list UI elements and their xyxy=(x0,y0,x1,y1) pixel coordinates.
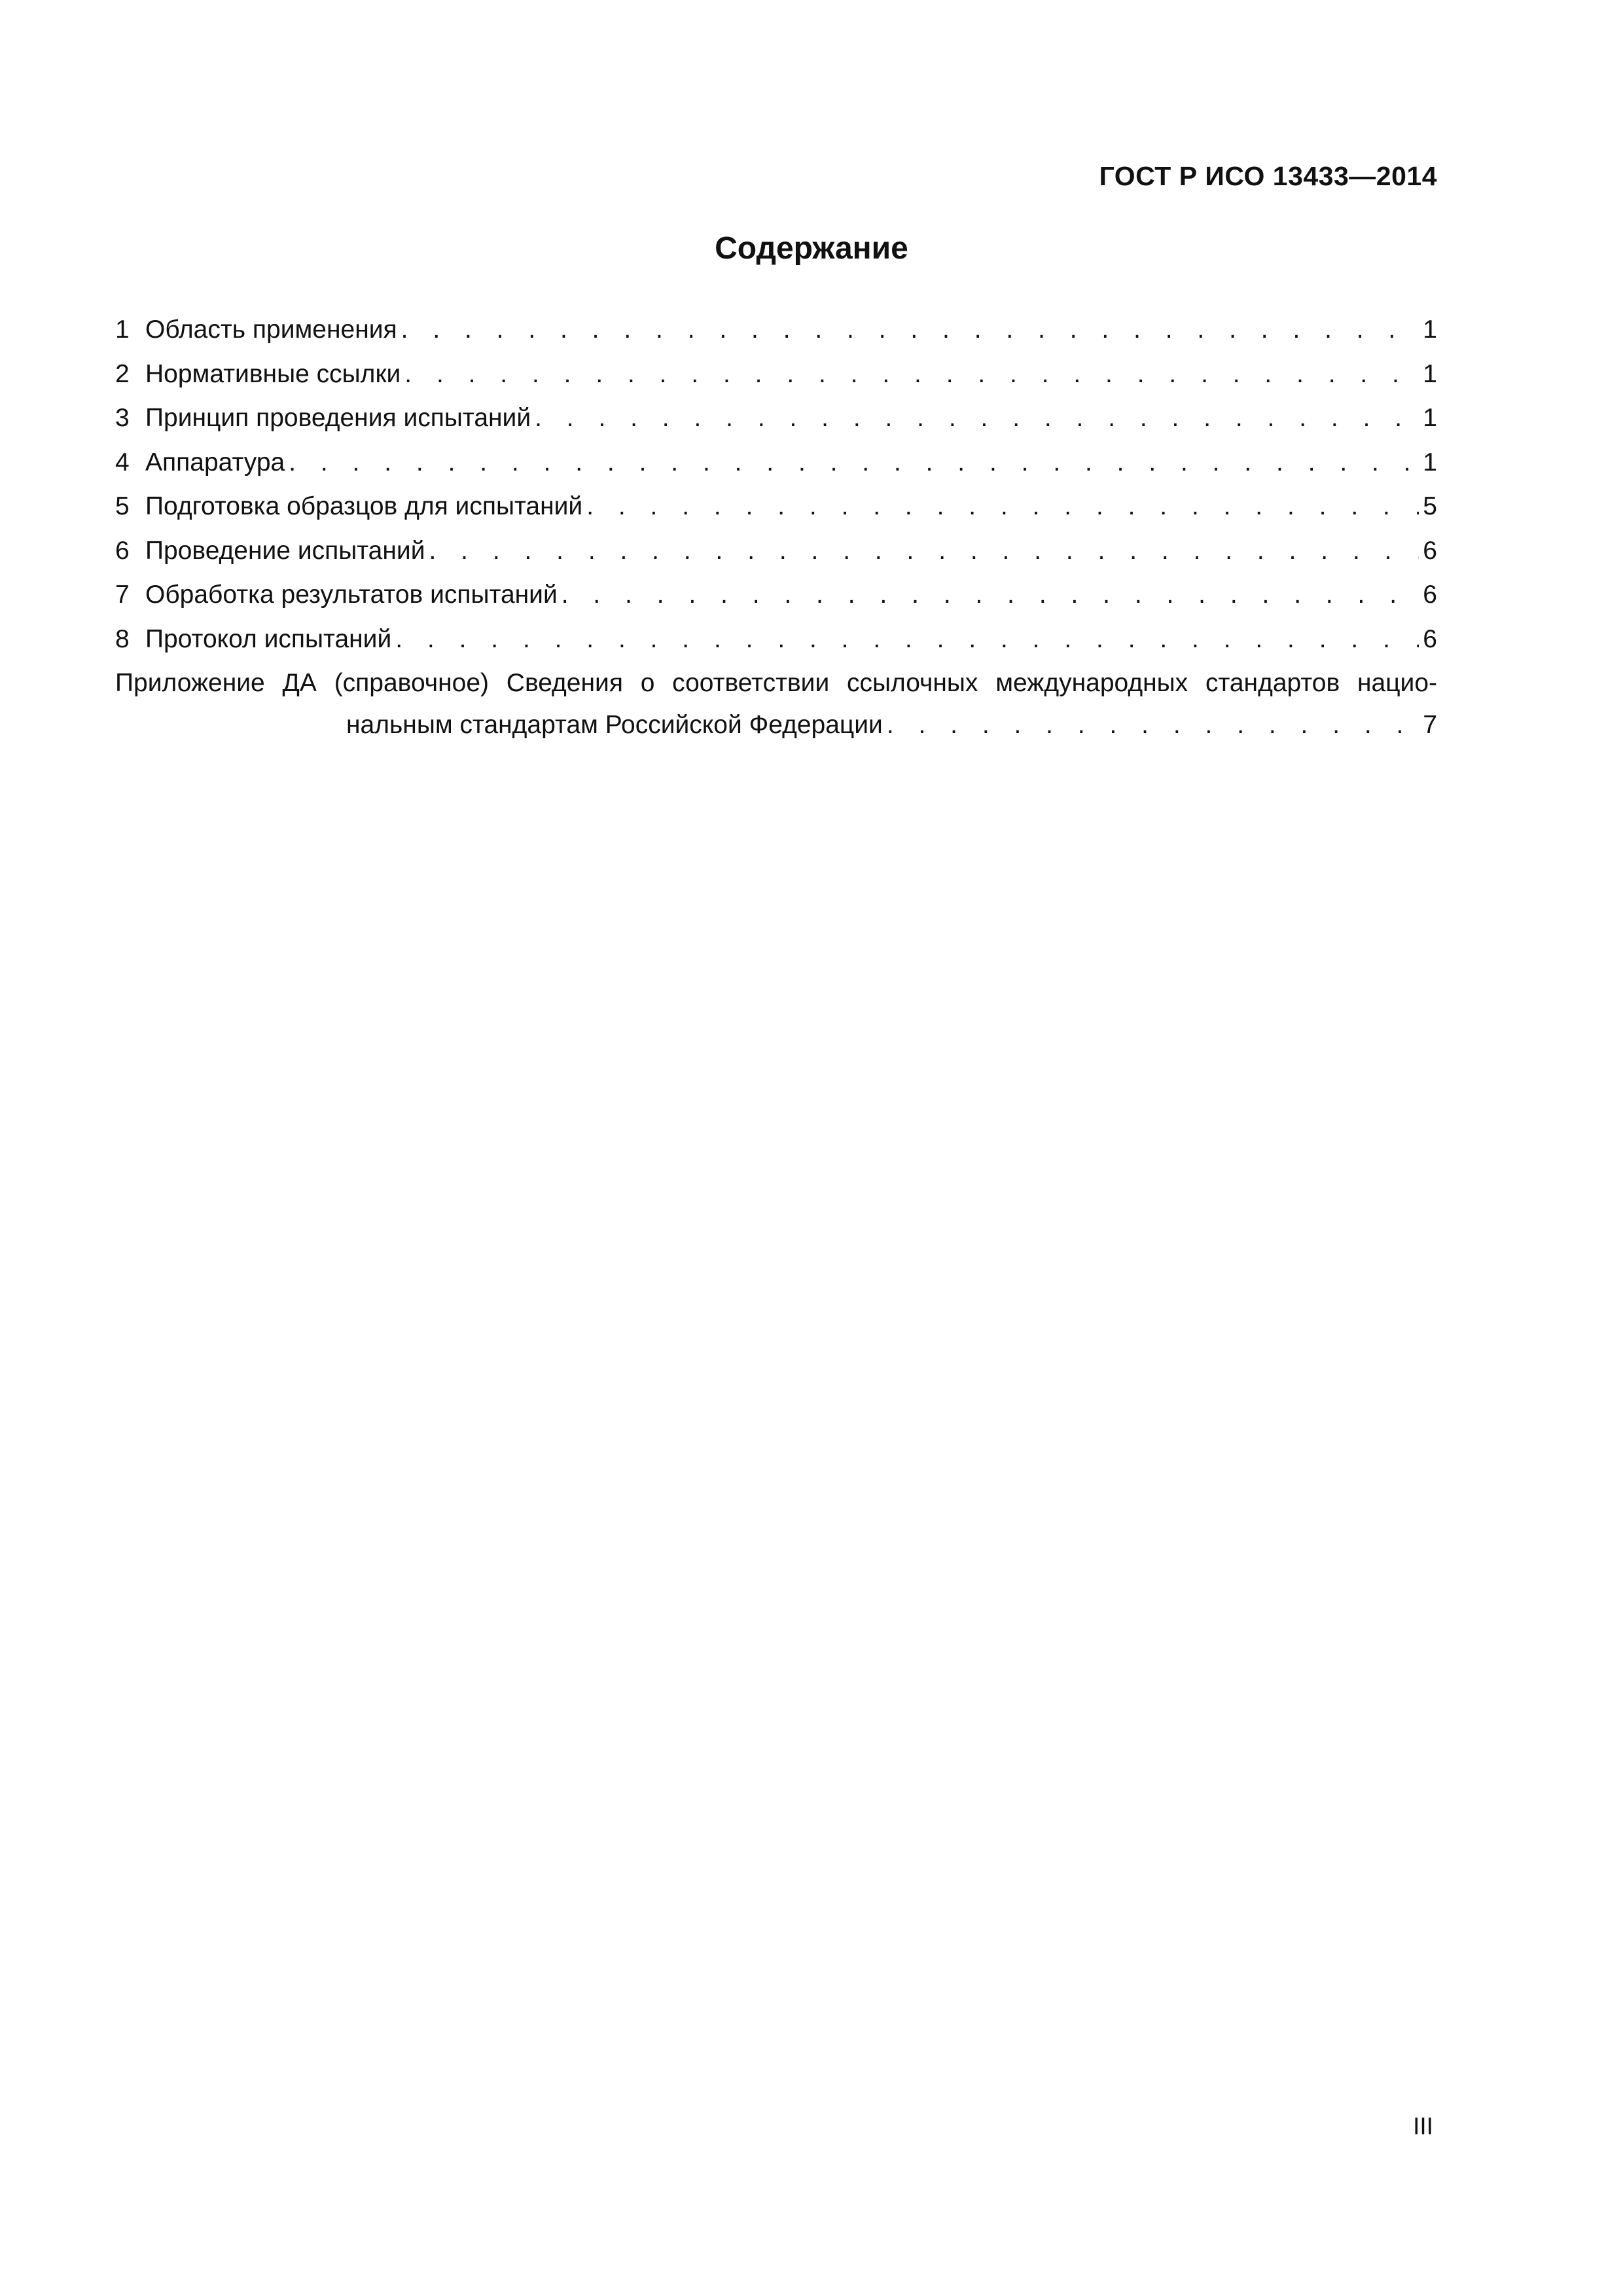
toc-entry xyxy=(115,529,1437,573)
toc-entry xyxy=(115,617,1437,662)
toc-entry-page: 1 xyxy=(1423,404,1437,432)
toc-entry xyxy=(115,396,1437,440)
dot-leader xyxy=(535,396,1419,440)
toc-entry-label: Аппаратура xyxy=(145,448,285,476)
appendix-page: 7 xyxy=(1423,710,1437,739)
document-code-header: ГОСТ Р ИСО 13433—2014 xyxy=(1099,161,1437,191)
toc-entry-label: Область применения xyxy=(145,315,397,344)
page-number: III xyxy=(1413,2113,1433,2140)
toc-entry-number: 4 xyxy=(115,448,130,476)
toc-entry-number: 3 xyxy=(115,404,130,432)
dot-leader xyxy=(887,706,1419,745)
toc-entry-page: 1 xyxy=(1423,448,1437,476)
toc-entry-page: 6 xyxy=(1423,581,1437,609)
toc-entry xyxy=(115,484,1437,529)
dot-leader xyxy=(401,308,1419,352)
toc-appendix-entry xyxy=(115,661,1437,745)
dot-leader xyxy=(562,573,1419,617)
dot-leader xyxy=(395,617,1419,662)
dot-leader xyxy=(429,529,1419,573)
toc-entry-number: 7 xyxy=(115,581,130,609)
toc-entry-label: Подготовка образцов для испытаний xyxy=(145,492,583,520)
toc-entry-label: Обработка результатов испытаний xyxy=(145,581,558,609)
dot-leader xyxy=(586,484,1419,529)
toc-entry-number: 6 xyxy=(115,536,130,565)
toc-entry-number: 2 xyxy=(115,359,130,388)
toc-entry-page: 6 xyxy=(1423,536,1437,565)
toc-entry-label: Принцип проведения испытаний xyxy=(145,404,531,432)
toc-entry xyxy=(115,440,1437,485)
appendix-title-continuation: нальным стандартам Российской Федерации xyxy=(346,710,883,739)
toc-entry-label: Проведение испытаний xyxy=(145,536,425,565)
toc-entry-number: 1 xyxy=(115,315,130,344)
toc-entry-label: Нормативные ссылки xyxy=(145,359,401,388)
toc-entry-page: 1 xyxy=(1423,359,1437,388)
appendix-continuation-line xyxy=(115,706,1437,745)
toc-entry xyxy=(115,308,1437,352)
dot-leader xyxy=(404,352,1419,397)
toc-entry-number: 8 xyxy=(115,624,130,653)
toc-title: Содержание xyxy=(715,231,908,266)
toc-entry-page: 1 xyxy=(1423,315,1437,344)
appendix-title-line: Приложение ДА (справочное) Сведения о соответствии ссылочных международных стандартов нацио- xyxy=(115,669,1437,697)
dot-leader xyxy=(289,440,1419,485)
toc-entry xyxy=(115,573,1437,617)
toc-entry-number: 5 xyxy=(115,492,130,520)
toc-entry-label: Протокол испытаний xyxy=(145,624,392,653)
toc-entry xyxy=(115,352,1437,397)
toc-entry-page: 6 xyxy=(1423,624,1437,653)
table-of-contents xyxy=(115,308,1437,745)
toc-entry-page: 5 xyxy=(1423,492,1437,520)
